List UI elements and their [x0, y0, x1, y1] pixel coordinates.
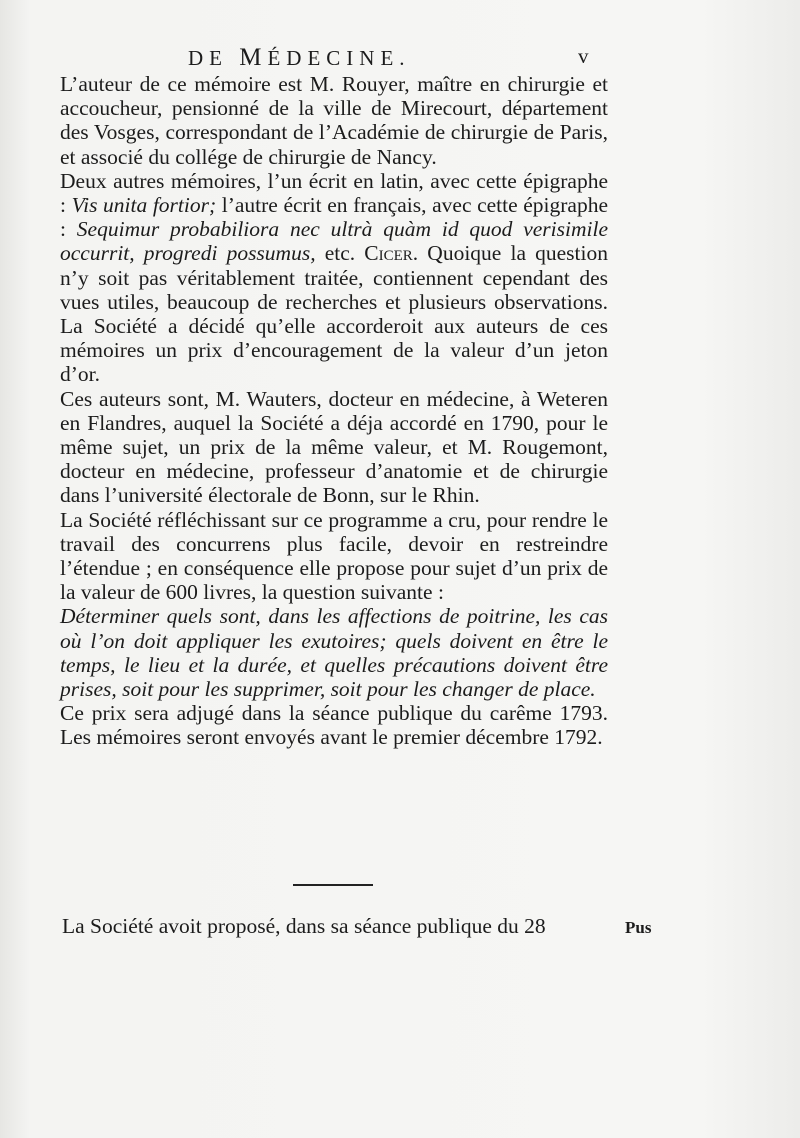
epigraph-latin-1: Vis unita fortior; [71, 193, 217, 218]
paragraph-prize-question: Déterminer quels sont, dans les affections de poitrine, les cas où l’on doit appliquer les exutoires; quels doivent en être le temps, le lieu et la durée, et quelles précautions doivent être prises, soit pour les supprimer, soit pour les changer de place. [60, 604, 608, 702]
running-title [188, 44, 411, 72]
running-head [0, 44, 800, 74]
epigraph-latin-2: Sequimur probabiliora nec ultrà quàm id quod verisimile occurrit, progredi possumus, [60, 217, 608, 266]
paragraph-new-prize: La Société réfléchissant sur ce programme a cru, pour rendre le travail des concurrens plus facile, devoir en restreindre l’étendue ; en conséquence elle propose pour sujet d’un prix de la valeur de 600 livres, la question suivante : [60, 507, 608, 605]
running-title-capital: M [239, 44, 268, 71]
p2-text-c: etc. [315, 241, 365, 266]
p2-text-a: Deux autres mémoires, l’un écrit en latin, avec cette épigraphe : [60, 168, 608, 218]
paragraph-other-memoirs [60, 169, 608, 387]
catchword: Pus [625, 918, 652, 937]
paragraph-prize-deadline: Ce prix sera adjugé dans la séance publique du carême 1793. Les mémoires seront envoyés avant le premier décembre 1792. [60, 701, 608, 750]
section-divider [293, 884, 373, 886]
running-title-prefix: DE [188, 46, 240, 70]
running-title-rest: ÉDECINE. [267, 46, 411, 70]
paragraph-authors-named: Ces auteurs sont, M. Wauters, docteur en médecine, à Weteren en Flandres, auquel la Société a déja accordé en 1790, pour le même sujet, un prix de la même valeur, et M. Rougemont, docteur en médecine, professeur d’anatomie et de chirurgie dans l’université électorale de Bonn, sur le Rhin. [60, 386, 608, 508]
page-number: v [578, 44, 589, 68]
p2-text-b: l’autre écrit en français, avec cette épigraphe : [60, 193, 609, 242]
paragraph-author: L’auteur de ce mémoire est M. Rouyer, maître en chirurgie et accoucheur, pensionné de la ville de Mirecourt, département des Vosges, correspondant de l’Académie de chirurgie de Paris, et associé du collége de chirurgie de Nancy. [60, 72, 608, 169]
body-text [60, 72, 608, 750]
cicero-attribution: Cicer. [364, 241, 419, 266]
next-section-first-line: La Société avoit proposé, dans sa séance publique du 28 [62, 914, 546, 938]
p2-text-d: Quoique la question n’y soit pas véritablement traitée, contiennent cependant des vues utiles, beaucoup de recherches et plusieurs observations. La Société a décidé qu’elle accorderoit aux auteurs de ces mémoires un prix d’encouragement de la valeur d’un jeton d’or. [60, 241, 608, 387]
